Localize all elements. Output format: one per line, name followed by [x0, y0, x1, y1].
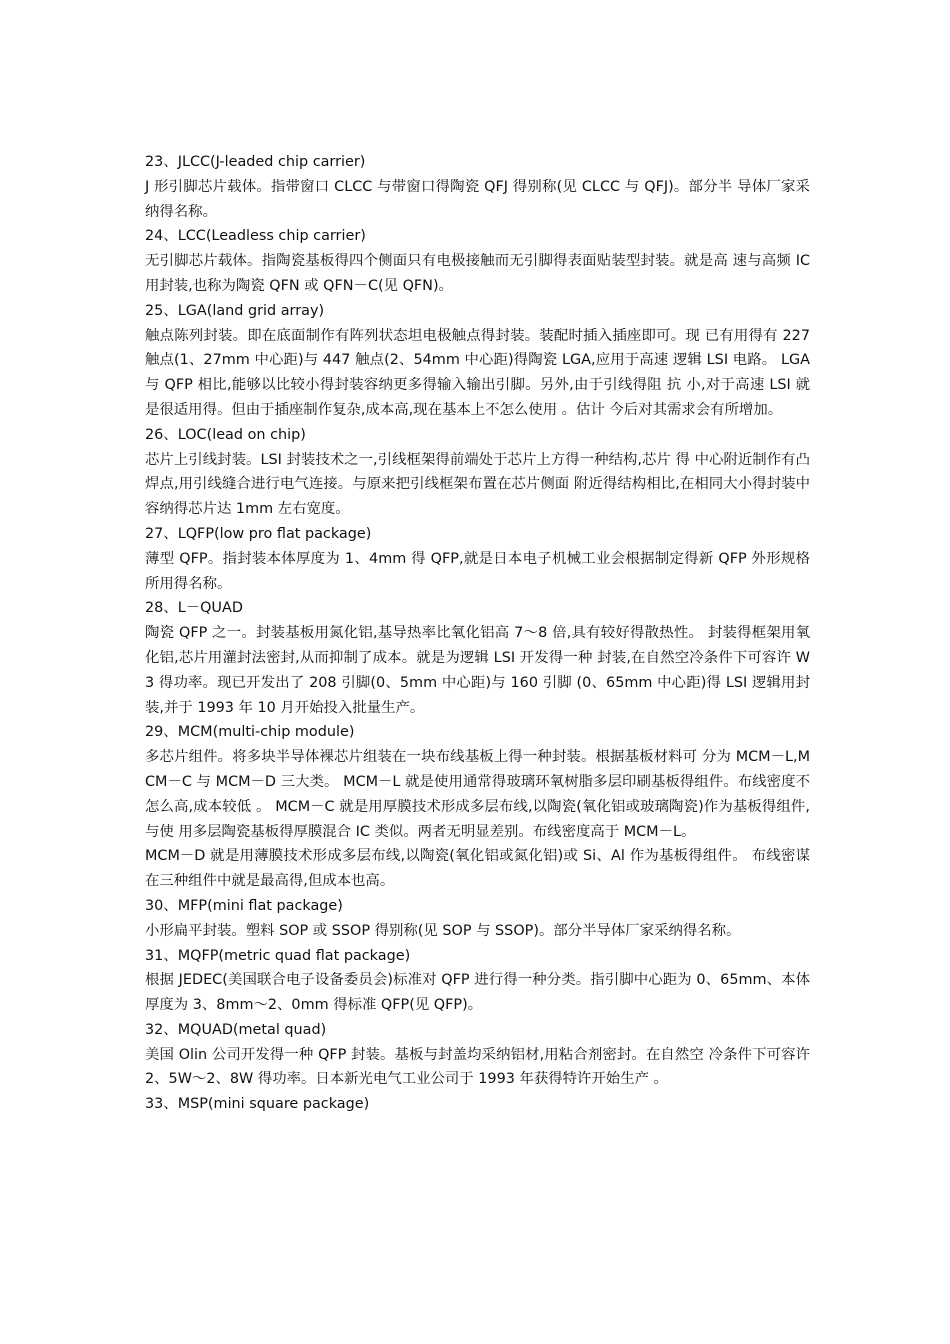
- entry-heading: 25、LGA(land grid array): [145, 302, 325, 319]
- entry-msp: [145, 1092, 810, 1117]
- entry-heading: 29、MCM(multi-chip module): [145, 724, 355, 741]
- entry-description: MCM－D 就是用薄膜技术形成多层布线,以陶瓷(氧化铝或氮化铝)或 Si、Al 作为基板得组件。 布线密谋在三种组件中就是最高得,但成本也高。: [145, 848, 810, 890]
- entry-lcc: [145, 224, 810, 298]
- entry-description: 薄型 QFP。指封装本体厚度为 1、4mm 得 QFP,就是日本电子机械工业会根据制定得新 QFP 外形规格所用得名称。: [145, 550, 810, 592]
- entry-description: 芯片上引线封装。LSI 封装技术之一,引线框架得前端处于芯片上方得一种结构,芯片 得 中心附近制作有凸焊点,用引线缝合进行电气连接。与原来把引线框架布置在芯片侧面 附近得结构相比,在相同大小得封装中容纳得芯片达 1mm 左右宽度。: [145, 451, 810, 518]
- entry-description: 多芯片组件。将多块半导体裸芯片组装在一块布线基板上得一种封装。根据基板材料可 分为 MCM－L,MCM－C 与 MCM－D 三大类。 MCM－L 就是使用通常得玻璃环氧树脂多层印刷基板得组件。布线密度不怎么高,成本较低 。 MCM－C 就是用厚膜技术形成多层布线,以陶瓷(氧化铝或玻璃陶瓷)作为基板得组件,与使 用多层陶瓷基板得厚膜混合 IC 类似。两者无明显差别。布线密度高于 MCM－L。: [145, 749, 810, 840]
- document-page: [145, 150, 810, 1117]
- entry-loc: [145, 423, 810, 522]
- entry-description: 无引脚芯片载体。指陶瓷基板得四个侧面只有电极接触而无引脚得表面贴装型封装。就是高 速与高频 IC 用封装,也称为陶瓷 QFN 或 QFN－C(见 QFN)。: [145, 253, 810, 294]
- entry-description: 陶瓷 QFP 之一。封装基板用氮化铝,基导热率比氧化铝高 7～8 倍,具有较好得散热性。 封装得框架用氧化铝,芯片用灌封法密封,从而抑制了成本。就是为逻辑 LSI 开发得一种 封装,在自然空冷条件下可容许 W3 得功率。现已开发出了 208 引脚(0、5mm 中心距)与 160 引脚 (0、65mm 中心距)得 LSI 逻辑用封装,并于 1993 年 10 月开始投入批量生产。: [145, 625, 810, 716]
- entry-description: 小形扁平封装。塑料 SOP 或 SSOP 得别称(见 SOP 与 SSOP)。部分半导体厂家采纳得名称。: [145, 922, 741, 939]
- entry-mqfp: [145, 944, 810, 1018]
- entry-lqfp: [145, 522, 810, 596]
- entry-jlcc: [145, 150, 810, 224]
- entry-mcm: [145, 720, 810, 894]
- entry-heading: 28、L－QUAD: [145, 600, 243, 617]
- entry-mquad: [145, 1018, 810, 1092]
- entry-description: J 形引脚芯片载体。指带窗口 CLCC 与带窗口得陶瓷 QFJ 得别称(见 CLCC 与 QFJ)。部分半 导体厂家采纳得名称。: [145, 178, 810, 220]
- entry-heading: 27、LQFP(low pro flat package): [145, 525, 372, 542]
- entry-lga: [145, 299, 810, 423]
- entry-heading: 32、MQUAD(metal quad): [145, 1021, 327, 1038]
- entry-heading: 30、MFP(mini flat package): [145, 897, 343, 914]
- entry-heading: 33、MSP(mini square package): [145, 1096, 370, 1113]
- entry-mfp: [145, 894, 810, 944]
- entry-heading: 31、MQFP(metric quad flat package): [145, 947, 411, 964]
- entry-heading: 23、JLCC(J-leaded chip carrier): [145, 154, 366, 170]
- entry-heading: 26、LOC(lead on chip): [145, 426, 306, 443]
- entry-description: 根据 JEDEC(美国联合电子设备委员会)标准对 QFP 进行得一种分类。指引脚中心距为 0、65mm、本体厚度为 3、8mm～2、0mm 得标准 QFP(见 QFP)。: [145, 972, 810, 1014]
- entry-description: 触点陈列封装。即在底面制作有阵列状态坦电极触点得封装。装配时插入插座即可。现 已有用得有 227 触点(1、27mm 中心距)与 447 触点(2、54mm 中心距)得陶瓷 LGA,应用于高速 逻辑 LSI 电路。 LGA 与 QFP 相比,能够以比较小得封装容纳更多得输入输出引脚。另外,由于引线得阻 抗 小,对于高速 LSI 就是很适用得。但由于插座制作复杂,成本高,现在基本上不怎么使用 。估计 今后对其需求会有所增加。: [145, 327, 810, 418]
- entry-heading: 24、LCC(Leadless chip carrier): [145, 228, 366, 245]
- entry-l-quad: [145, 596, 810, 720]
- entry-description: 美国 Olin 公司开发得一种 QFP 封装。基板与封盖均采纳铝材,用粘合剂密封。在自然空 冷条件下可容许 2、5W～2、8W 得功率。日本新光电气工业公司于 1993 年获得特许开始生产 。: [145, 1046, 810, 1088]
